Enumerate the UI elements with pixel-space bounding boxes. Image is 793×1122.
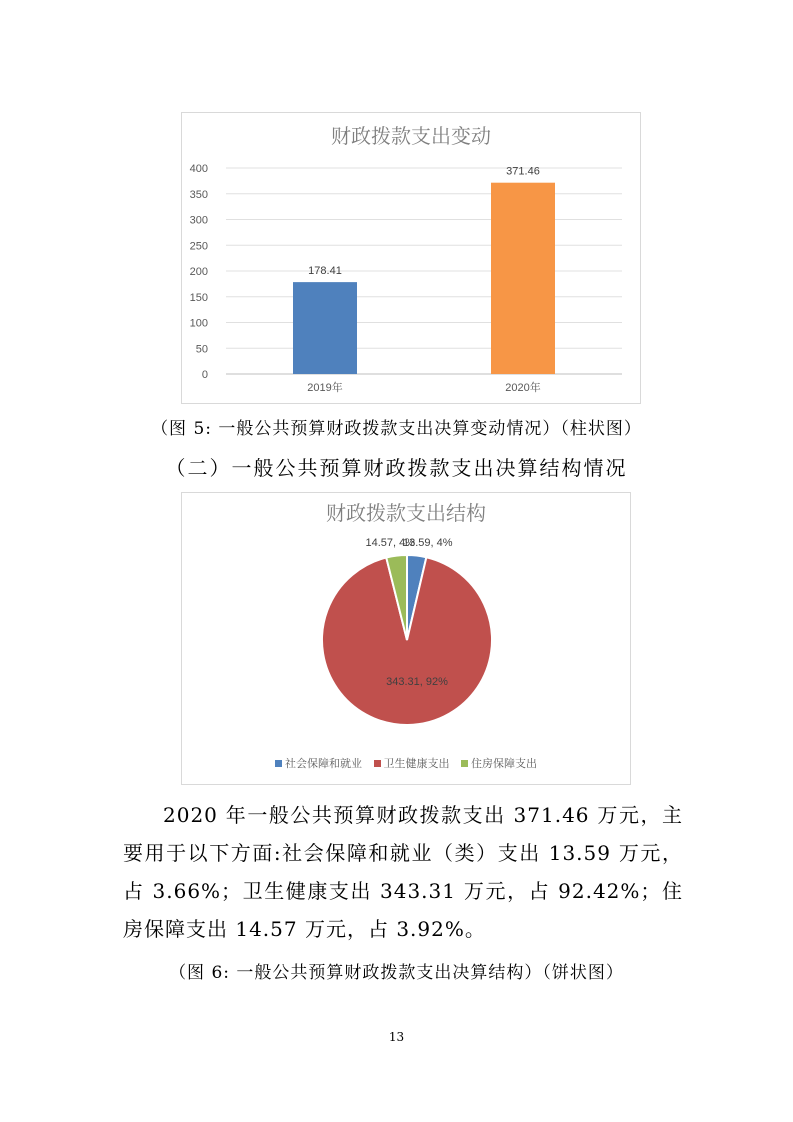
pie-chart-panel bbox=[181, 492, 631, 785]
x-tick-label: 2019年 bbox=[307, 382, 343, 394]
pie-legend bbox=[182, 755, 630, 771]
legend-item-health bbox=[374, 755, 450, 771]
legend-swatch bbox=[461, 760, 468, 767]
legend-swatch bbox=[275, 760, 282, 767]
y-tick-label: 50 bbox=[195, 343, 208, 356]
y-tick-label: 300 bbox=[189, 214, 208, 227]
y-tick-label: 200 bbox=[189, 266, 208, 278]
y-tick-label: 100 bbox=[189, 317, 208, 330]
bar bbox=[293, 282, 357, 374]
page-number: 13 bbox=[388, 1030, 405, 1044]
figure-6-caption: （图 6: 一般公共预算财政拨款支出决算结构）（饼状图） bbox=[169, 963, 624, 983]
legend-swatch bbox=[374, 760, 381, 767]
y-tick-label: 250 bbox=[189, 240, 208, 253]
pie-value-label: 343.31, 92% bbox=[386, 676, 448, 688]
y-tick-label: 0 bbox=[201, 369, 208, 381]
y-tick-label: 350 bbox=[189, 188, 208, 201]
chart-title: 财政拨款支出变动 bbox=[331, 124, 491, 148]
section-heading: （二）一般公共预算财政拨款支出决算结构情况 bbox=[165, 456, 628, 480]
bar bbox=[491, 183, 555, 374]
y-tick-label: 150 bbox=[189, 291, 208, 304]
pie-value-label: 14.57, 4% bbox=[365, 537, 415, 549]
legend-label: 社会保障和就业 bbox=[285, 757, 362, 770]
bar-chart bbox=[182, 113, 640, 403]
chart-title: 财政拨款支出结构 bbox=[326, 501, 486, 525]
pie-chart bbox=[182, 493, 630, 753]
legend-item-housing bbox=[461, 755, 537, 771]
legend-item-social-security bbox=[275, 755, 362, 771]
legend-label: 住房保障支出 bbox=[471, 757, 537, 770]
pie-value-label: 13.59, 4% bbox=[403, 537, 453, 549]
legend-label: 卫生健康支出 bbox=[383, 757, 450, 770]
x-tick-label: 2020年 bbox=[505, 382, 541, 394]
bar-chart-panel bbox=[181, 112, 641, 404]
bar-value-label: 371.46 bbox=[506, 165, 540, 178]
figure-5-caption: （图 5: 一般公共预算财政拨款支出决算变动情况）（柱状图） bbox=[151, 419, 642, 439]
bar-value-label: 178.41 bbox=[308, 265, 342, 278]
body-paragraph: 2020 年一般公共预算财政拨款支出 371.46 万元，主要用于以下方面:社会保障和就业（类）支出 13.59 万元，占 3.66%；卫生健康支出 343.31 万元，占 92.42%；住房保障支出 14.57 万元，占 3.92%。 bbox=[123, 803, 683, 941]
y-tick-label: 400 bbox=[189, 163, 208, 175]
